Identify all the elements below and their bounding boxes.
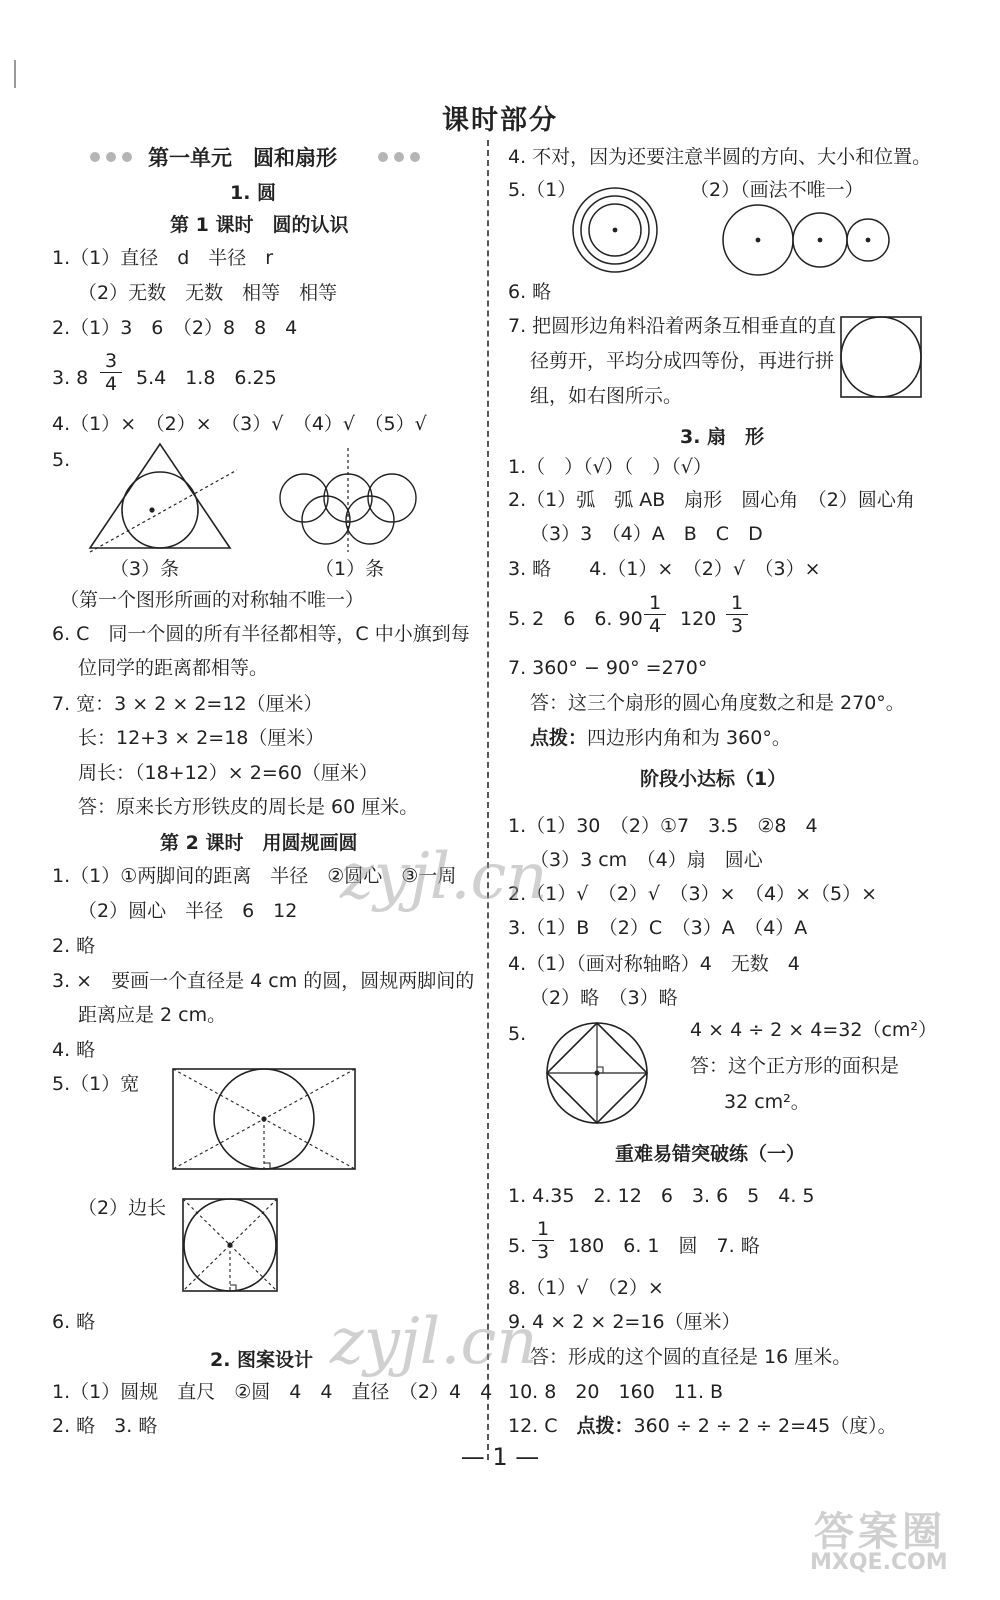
section-heading: 阶段小达标（1）	[640, 768, 787, 790]
answer-line: 1.（1）①两脚间的距离 半径 ②圆心 ③一周	[52, 865, 457, 887]
figure-caption: （1）条	[315, 558, 385, 580]
fraction	[644, 592, 666, 637]
corner-watermark-logo	[810, 1500, 970, 1580]
answer-prefix: 12. C	[508, 1415, 577, 1437]
hint-text: 四边形内角和为 360°。	[587, 727, 791, 749]
answer-line: （3）3 cm （4）扇 圆心	[530, 849, 763, 871]
answer-line: 1.（1）30 （2）①7 3.5 ②8 4	[508, 815, 818, 837]
answer-line: 7. 宽：3 × 2 × 2=12（厘米）	[52, 693, 323, 715]
hint-text: 360 ÷ 2 ÷ 2 ÷ 2=45（度）。	[633, 1415, 897, 1437]
answer-line: 3. 略 4.（1）× （2）√ （3）×	[508, 558, 821, 580]
dot-decoration	[90, 152, 100, 162]
concentric-circles-figure	[570, 185, 660, 275]
lesson-heading: 第 2 课时 用圆规画圆	[160, 832, 358, 854]
answer-line: 120	[680, 608, 717, 630]
section-heading: 2. 图案设计	[210, 1349, 314, 1371]
answer-line: 5.	[52, 449, 71, 471]
answer-line: 答：这三个扇形的圆心角度数之和是 270°。	[530, 692, 905, 714]
answer-line: 10. 8 20 160 11. B	[508, 1381, 724, 1403]
answer-line: 长：12+3 × 2=18（厘米）	[78, 727, 325, 749]
three-circles-figure	[720, 200, 920, 280]
answer-line: 5.（1）宽	[52, 1073, 140, 1095]
dot-decoration	[410, 152, 420, 162]
answer-line: （2）（画法不唯一）	[690, 179, 864, 201]
answer-line: 4.（1）× （2）× （3）√ （4）√ （5）√	[52, 413, 427, 435]
answer-line: 2. 略	[52, 935, 96, 957]
figure-caption: （3）条	[110, 558, 180, 580]
margin-mark	[14, 60, 16, 88]
column-divider	[487, 140, 489, 1460]
answer-line: 5. 2 6 6. 90	[508, 608, 643, 630]
answer-line: （2）圆心 半径 6 12	[78, 900, 298, 922]
answer-line: （2）边长	[78, 1197, 167, 1219]
page-title: 课时部分	[442, 105, 558, 136]
answer-line: 径剪开，平均分成四等份，再进行拼	[530, 350, 835, 372]
answer-line: 3. × 要画一个直径是 4 cm 的圆，圆规两脚间的	[52, 970, 475, 992]
answer-line: 5.	[508, 1235, 527, 1257]
answer-line: 6. C 同一个圆的所有半径都相等，C 中小旗到每	[52, 623, 470, 645]
dot-decoration	[394, 152, 404, 162]
fraction-numerator: 3	[100, 350, 122, 373]
fraction-numerator: 1	[726, 592, 748, 615]
section-heading: 重难易错突破练（一）	[615, 1143, 806, 1165]
watermark: zyjl.cn	[340, 840, 548, 914]
section-heading: 3. 扇 形	[680, 426, 765, 448]
watermark: zyjl.cn	[330, 1305, 538, 1379]
fraction-denominator: 4	[648, 615, 662, 637]
answer-line: 3.（1）B （2）C （3）A （4）A	[508, 917, 808, 939]
answer-line: 1.（ ）（√）（ ）（√）	[508, 456, 712, 478]
fraction	[726, 592, 748, 637]
dot-decoration	[122, 152, 132, 162]
answer-line: 答：形成的这个圆的直径是 16 厘米。	[530, 1346, 852, 1368]
answer-line: 32 cm²。	[724, 1091, 810, 1113]
answer-line: 5.（1）	[508, 179, 577, 201]
answer-line: 9. 4 × 2 × 2=16（厘米）	[508, 1311, 741, 1333]
olympic-rings-figure	[268, 448, 428, 553]
answer-line: （2）略 （3）略	[530, 987, 678, 1009]
corner-logo-text: 答案圈	[814, 1509, 946, 1555]
unit-heading-text: 第一单元 圆和扇形	[148, 146, 337, 170]
answer-line: 组，如右图所示。	[530, 385, 683, 407]
hint-label: 点拨：	[530, 727, 588, 749]
answer-line: （3）3 （4）A B C D	[530, 523, 763, 545]
answer-line: 180 6. 1 圆 7. 略	[568, 1235, 760, 1257]
answer-line: 答：原来长方形铁皮的周长是 60 厘米。	[78, 796, 419, 818]
fraction-numerator: 1	[644, 592, 666, 615]
answer-line: 6. 略	[508, 281, 552, 303]
fraction-denominator: 3	[536, 1241, 550, 1263]
answer-line: 4. 略	[52, 1039, 96, 1061]
fraction	[100, 350, 122, 395]
quarter-arcs-square-figure	[838, 314, 924, 400]
answer-line: 1. 4.35 2. 12 6 3. 6 5 4. 5	[508, 1185, 815, 1207]
answer-line: 1.（1）直径 d 半径 r	[52, 247, 274, 269]
answer-line: 周长：（18+12）× 2=60（厘米）	[78, 762, 378, 784]
fraction-denominator: 3	[730, 615, 744, 637]
dot-decoration	[106, 152, 116, 162]
answer-line: （第一个图形所画的对称轴不唯一）	[60, 589, 365, 611]
answer-line: 答：这个正方形的面积是	[690, 1055, 900, 1077]
fraction	[532, 1218, 554, 1263]
answer-line: 4.（1）（画对称轴略）4 无数 4	[508, 953, 800, 975]
dot-decoration	[378, 152, 388, 162]
answer-line: 5.	[508, 1023, 527, 1045]
lesson-heading: 第 1 课时 圆的认识	[170, 214, 349, 236]
answer-line: 位同学的距离都相等。	[78, 657, 269, 679]
answer-line: 7. 把圆形边角料沿着两条互相垂直的直	[508, 315, 837, 337]
triangle-incircle-figure	[82, 440, 242, 555]
circle-inscribed-square-figure	[542, 1018, 652, 1128]
fraction-numerator: 1	[532, 1218, 554, 1241]
answer-line	[508, 1414, 897, 1438]
corner-logo-url: MXQE.COM	[810, 1550, 948, 1575]
answer-line: 2.（1）弧 弧 AB 扇形 圆心角 （2）圆心角	[508, 489, 915, 511]
section-heading: 1. 圆	[230, 182, 277, 204]
answer-line: 2.（1）√ （2）√ （3）× （4）×（5）×	[508, 883, 878, 905]
answer-line: 4 × 4 ÷ 2 × 4=32（cm²）	[690, 1019, 938, 1041]
answer-line: 2. 略 3. 略	[52, 1415, 158, 1437]
hint-label: 点拨：	[576, 1415, 634, 1437]
rectangle-circle-figure	[170, 1066, 360, 1174]
fraction-denominator: 4	[104, 373, 118, 395]
answer-line: 3. 8	[52, 367, 89, 389]
answer-line: 4. 不对，因为还要注意半圆的方向、大小和位置。	[508, 146, 932, 168]
answer-line: 8.（1）√ （2）×	[508, 1277, 664, 1299]
answer-line: 2.（1）3 6 （2）8 8 4	[52, 317, 298, 339]
unit-heading	[90, 142, 440, 172]
answer-line: 1.（1）圆规 直尺 ②圆 4 4 直径 （2）4 4	[52, 1381, 493, 1403]
answer-line: 6. 略	[52, 1311, 96, 1333]
answer-line: 距离应是 2 cm。	[78, 1004, 227, 1026]
answer-line	[530, 726, 791, 750]
page-number: — 1 —	[460, 1443, 540, 1471]
answer-line: （2）无数 无数 相等 相等	[78, 282, 338, 304]
square-circle-figure	[180, 1196, 280, 1296]
answer-line: 5.4 1.8 6.25	[136, 367, 277, 389]
answer-line: 7. 360° − 90° =270°	[508, 657, 708, 679]
